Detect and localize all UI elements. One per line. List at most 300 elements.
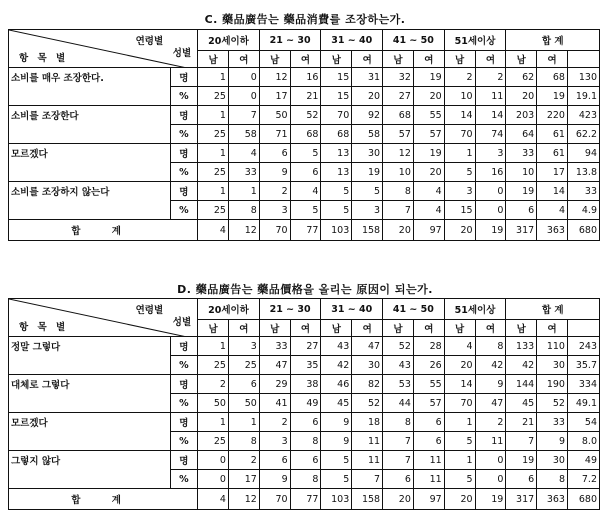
value-cell: 11 (352, 451, 383, 470)
total-value-cell: 158 (352, 220, 383, 241)
sex-header: 여 (475, 320, 506, 337)
value-cell: 1 (444, 413, 475, 432)
total-value-cell: 70 (259, 220, 290, 241)
table-row (9, 337, 600, 356)
value-cell: 5 (444, 163, 475, 182)
value-cell: 49.1 (567, 394, 599, 413)
value-cell: 45 (506, 394, 537, 413)
row-label-cont (9, 394, 171, 413)
value-cell: 1 (228, 413, 259, 432)
table-c-title: C. 藥品廣告는 藥品消費를 조장하는가. (204, 13, 406, 26)
row-label: 모르겠다 (9, 144, 171, 163)
value-cell: 57 (413, 394, 444, 413)
value-cell: 7 (352, 470, 383, 489)
sex-header: 남 (506, 51, 537, 68)
table-row (9, 144, 600, 163)
value-cell: 1 (228, 182, 259, 201)
value-cell: 41 (259, 394, 290, 413)
sex-header: 여 (475, 51, 506, 68)
total-value-cell: 363 (537, 220, 568, 241)
age-group-header: 21 ~ 30 (259, 299, 321, 320)
value-cell: 4 (228, 144, 259, 163)
value-cell: 11 (475, 432, 506, 451)
total-value-cell: 70 (259, 489, 290, 510)
unit-cell: % (170, 432, 198, 451)
value-cell: 3 (475, 144, 506, 163)
total-label: 합 계 (9, 489, 198, 510)
value-cell: 27 (290, 337, 321, 356)
age-group-header: 합 계 (506, 299, 600, 320)
value-cell: 0 (198, 470, 229, 489)
value-cell: 2 (475, 68, 506, 87)
value-cell: 144 (506, 375, 537, 394)
row-label: 정말 그렇다 (9, 337, 171, 356)
value-cell: 52 (537, 394, 568, 413)
unit-cell: % (170, 470, 198, 489)
value-cell: 13 (321, 144, 352, 163)
value-cell: 2 (259, 413, 290, 432)
sex-header: 여 (413, 51, 444, 68)
value-cell: 14 (444, 106, 475, 125)
value-cell: 3 (444, 182, 475, 201)
value-cell: 5 (290, 144, 321, 163)
value-cell: 2 (259, 182, 290, 201)
value-cell: 25 (198, 125, 229, 144)
value-cell: 18 (352, 413, 383, 432)
value-cell: 203 (506, 106, 537, 125)
value-cell: 19 (413, 68, 444, 87)
value-cell: 19.1 (567, 87, 599, 106)
table-d-title: D. 藥品廣告는 藥品價格을 올리는 原因이 되는가. (177, 283, 433, 296)
sex-header: 여 (537, 320, 568, 337)
value-cell: 9 (537, 432, 568, 451)
table-d (8, 298, 600, 510)
value-cell: 130 (567, 68, 599, 87)
value-cell: 10 (506, 163, 537, 182)
value-cell: 61 (537, 125, 568, 144)
value-cell: 8 (228, 201, 259, 220)
value-cell: 2 (444, 68, 475, 87)
value-cell: 42 (506, 356, 537, 375)
total-value-cell: 20 (444, 220, 475, 241)
value-cell: 243 (567, 337, 599, 356)
value-cell: 28 (413, 337, 444, 356)
corner-sex-label: 성별 (172, 48, 192, 59)
total-value-cell: 77 (290, 220, 321, 241)
value-cell: 50 (259, 106, 290, 125)
value-cell: 47 (475, 394, 506, 413)
value-cell: 6 (290, 451, 321, 470)
corner-age-label: 연령별 (135, 36, 164, 47)
value-cell: 4 (537, 201, 568, 220)
value-cell: 33 (228, 163, 259, 182)
table-row (9, 201, 600, 220)
value-cell: 25 (228, 356, 259, 375)
value-cell: 19 (413, 144, 444, 163)
value-cell: 30 (352, 356, 383, 375)
table-row (9, 163, 600, 182)
value-cell: 15 (321, 68, 352, 87)
value-cell: 1 (198, 413, 229, 432)
value-cell: 3 (259, 201, 290, 220)
value-cell: 25 (198, 356, 229, 375)
value-cell: 27 (383, 87, 414, 106)
value-cell: 26 (413, 356, 444, 375)
sex-header: 남 (383, 51, 414, 68)
value-cell: 7.2 (567, 470, 599, 489)
header-row-age (9, 299, 600, 320)
unit-cell: 명 (170, 413, 198, 432)
unit-cell: 명 (170, 375, 198, 394)
value-cell: 10 (444, 87, 475, 106)
value-cell: 6 (506, 470, 537, 489)
corner-header (9, 30, 198, 68)
value-cell: 58 (228, 125, 259, 144)
sex-header: 남 (259, 320, 290, 337)
value-cell: 8 (383, 413, 414, 432)
value-cell: 220 (537, 106, 568, 125)
value-cell: 11 (352, 432, 383, 451)
value-cell: 423 (567, 106, 599, 125)
value-cell: 1 (198, 106, 229, 125)
value-cell: 8 (537, 470, 568, 489)
row-label-cont (9, 163, 171, 182)
age-group-header: 31 ~ 40 (321, 30, 383, 51)
value-cell: 6 (228, 375, 259, 394)
total-value-cell: 12 (228, 220, 259, 241)
value-cell: 25 (198, 163, 229, 182)
value-cell: 8 (290, 432, 321, 451)
value-cell: 4 (413, 182, 444, 201)
total-value-cell: 317 (506, 220, 537, 241)
value-cell: 68 (537, 68, 568, 87)
value-cell: 7 (383, 201, 414, 220)
unit-cell: 명 (170, 337, 198, 356)
unit-cell: % (170, 87, 198, 106)
value-cell: 31 (352, 68, 383, 87)
value-cell: 9 (475, 375, 506, 394)
sex-header: 여 (290, 51, 321, 68)
value-cell: 92 (352, 106, 383, 125)
table-row (9, 451, 600, 470)
corner-item-label: 항 목 별 (19, 53, 69, 64)
value-cell: 3 (352, 201, 383, 220)
value-cell: 42 (321, 356, 352, 375)
value-cell: 5 (321, 182, 352, 201)
value-cell: 7 (506, 432, 537, 451)
value-cell: 17 (537, 163, 568, 182)
total-label: 합 계 (9, 220, 198, 241)
value-cell: 64 (506, 125, 537, 144)
value-cell: 0 (475, 470, 506, 489)
age-group-header: 51세이상 (444, 30, 506, 51)
table-c (8, 29, 600, 241)
total-row (9, 220, 600, 241)
table-row (9, 394, 600, 413)
row-label-cont (9, 470, 171, 489)
total-value-cell: 4 (198, 220, 229, 241)
value-cell: 49 (290, 394, 321, 413)
corner-header (9, 299, 198, 337)
sex-header: 여 (352, 320, 383, 337)
value-cell: 50 (228, 394, 259, 413)
value-cell: 0 (475, 451, 506, 470)
sex-header: 남 (383, 320, 414, 337)
value-cell: 44 (383, 394, 414, 413)
row-label: 대체로 그렇다 (9, 375, 171, 394)
empty-header-cell (567, 320, 599, 337)
value-cell: 19 (506, 451, 537, 470)
row-label: 그렇지 않다 (9, 451, 171, 470)
value-cell: 45 (321, 394, 352, 413)
corner-age-label: 연령별 (135, 305, 164, 316)
value-cell: 33 (506, 144, 537, 163)
value-cell: 17 (228, 470, 259, 489)
value-cell: 15 (321, 87, 352, 106)
sex-header: 남 (321, 51, 352, 68)
total-value-cell: 19 (475, 489, 506, 510)
value-cell: 110 (537, 337, 568, 356)
sex-header: 여 (537, 51, 568, 68)
value-cell: 6 (506, 201, 537, 220)
value-cell: 82 (352, 375, 383, 394)
value-cell: 3 (259, 432, 290, 451)
total-value-cell: 97 (413, 489, 444, 510)
total-value-cell: 363 (537, 489, 568, 510)
value-cell: 5 (321, 470, 352, 489)
value-cell: 8 (228, 432, 259, 451)
value-cell: 25 (198, 201, 229, 220)
value-cell: 52 (290, 106, 321, 125)
value-cell: 33 (537, 413, 568, 432)
total-value-cell: 103 (321, 220, 352, 241)
value-cell: 58 (352, 125, 383, 144)
value-cell: 21 (506, 413, 537, 432)
sex-header: 남 (198, 51, 229, 68)
table-row (9, 413, 600, 432)
value-cell: 14 (537, 182, 568, 201)
value-cell: 0 (228, 87, 259, 106)
value-cell: 6 (290, 413, 321, 432)
value-cell: 32 (383, 68, 414, 87)
value-cell: 19 (506, 182, 537, 201)
value-cell: 47 (352, 337, 383, 356)
table-row (9, 470, 600, 489)
value-cell: 25 (198, 432, 229, 451)
value-cell: 8 (475, 337, 506, 356)
corner-sex-label: 성별 (172, 317, 192, 328)
value-cell: 49 (567, 451, 599, 470)
unit-cell: 명 (170, 182, 198, 201)
value-cell: 334 (567, 375, 599, 394)
value-cell: 11 (413, 470, 444, 489)
value-cell: 5 (444, 432, 475, 451)
value-cell: 5 (321, 451, 352, 470)
value-cell: 20 (444, 356, 475, 375)
unit-cell: % (170, 163, 198, 182)
value-cell: 68 (321, 125, 352, 144)
value-cell: 62 (506, 68, 537, 87)
unit-cell: 명 (170, 451, 198, 470)
value-cell: 190 (537, 375, 568, 394)
value-cell: 14 (444, 375, 475, 394)
value-cell: 70 (444, 394, 475, 413)
value-cell: 133 (506, 337, 537, 356)
row-label: 모르겠다 (9, 413, 171, 432)
value-cell: 16 (475, 163, 506, 182)
table-row (9, 432, 600, 451)
value-cell: 17 (259, 87, 290, 106)
value-cell: 12 (259, 68, 290, 87)
value-cell: 13 (321, 163, 352, 182)
value-cell: 74 (475, 125, 506, 144)
sex-header: 여 (352, 51, 383, 68)
total-row (9, 489, 600, 510)
value-cell: 19 (352, 163, 383, 182)
value-cell: 1 (198, 337, 229, 356)
value-cell: 1 (198, 144, 229, 163)
corner-item-label: 항 목 별 (19, 322, 69, 333)
value-cell: 3 (228, 337, 259, 356)
value-cell: 0 (228, 68, 259, 87)
value-cell: 5 (444, 470, 475, 489)
total-value-cell: 103 (321, 489, 352, 510)
value-cell: 7 (383, 451, 414, 470)
row-label: 소비를 조장하지 않는다 (9, 182, 171, 201)
value-cell: 0 (198, 451, 229, 470)
value-cell: 9 (321, 413, 352, 432)
unit-cell: % (170, 356, 198, 375)
value-cell: 55 (413, 375, 444, 394)
value-cell: 1 (198, 182, 229, 201)
row-label-cont (9, 201, 171, 220)
unit-cell: % (170, 394, 198, 413)
total-value-cell: 77 (290, 489, 321, 510)
value-cell: 30 (537, 451, 568, 470)
value-cell: 43 (383, 356, 414, 375)
total-value-cell: 680 (567, 489, 599, 510)
value-cell: 11 (475, 87, 506, 106)
value-cell: 53 (383, 375, 414, 394)
value-cell: 6 (259, 144, 290, 163)
total-value-cell: 20 (383, 489, 414, 510)
value-cell: 15 (444, 201, 475, 220)
unit-cell: % (170, 201, 198, 220)
total-value-cell: 20 (444, 489, 475, 510)
total-value-cell: 12 (228, 489, 259, 510)
value-cell: 6 (290, 163, 321, 182)
value-cell: 50 (198, 394, 229, 413)
value-cell: 5 (290, 201, 321, 220)
sex-header: 남 (198, 320, 229, 337)
value-cell: 47 (259, 356, 290, 375)
value-cell: 71 (259, 125, 290, 144)
value-cell: 10 (383, 163, 414, 182)
value-cell: 5 (352, 182, 383, 201)
value-cell: 9 (259, 470, 290, 489)
value-cell: 11 (413, 451, 444, 470)
table-row (9, 68, 600, 87)
value-cell: 2 (475, 413, 506, 432)
value-cell: 0 (475, 201, 506, 220)
table-row (9, 106, 600, 125)
value-cell: 16 (290, 68, 321, 87)
value-cell: 2 (198, 375, 229, 394)
value-cell: 20 (506, 87, 537, 106)
value-cell: 57 (413, 125, 444, 144)
value-cell: 8 (383, 182, 414, 201)
sex-header: 여 (290, 320, 321, 337)
value-cell: 55 (413, 106, 444, 125)
value-cell: 20 (413, 87, 444, 106)
sex-header: 남 (444, 51, 475, 68)
total-value-cell: 4 (198, 489, 229, 510)
value-cell: 6 (413, 413, 444, 432)
age-group-header: 20세이하 (198, 30, 260, 51)
value-cell: 7 (383, 432, 414, 451)
value-cell: 52 (352, 394, 383, 413)
age-group-header: 51세이상 (444, 299, 506, 320)
age-group-header: 21 ~ 30 (259, 30, 321, 51)
value-cell: 33 (259, 337, 290, 356)
value-cell: 42 (475, 356, 506, 375)
value-cell: 13.8 (567, 163, 599, 182)
value-cell: 43 (321, 337, 352, 356)
value-cell: 4 (444, 337, 475, 356)
value-cell: 4 (290, 182, 321, 201)
table-row (9, 356, 600, 375)
row-label: 소비를 매우 조장한다. (9, 68, 171, 87)
value-cell: 94 (567, 144, 599, 163)
value-cell: 35.7 (567, 356, 599, 375)
value-cell: 14 (475, 106, 506, 125)
value-cell: 0 (475, 182, 506, 201)
value-cell: 68 (290, 125, 321, 144)
value-cell: 35 (290, 356, 321, 375)
value-cell: 57 (383, 125, 414, 144)
total-value-cell: 97 (413, 220, 444, 241)
total-value-cell: 20 (383, 220, 414, 241)
value-cell: 7 (228, 106, 259, 125)
empty-header-cell (567, 51, 599, 68)
age-group-header: 41 ~ 50 (383, 299, 445, 320)
age-group-header: 41 ~ 50 (383, 30, 445, 51)
value-cell: 1 (444, 451, 475, 470)
unit-cell: 명 (170, 144, 198, 163)
value-cell: 2 (228, 451, 259, 470)
value-cell: 6 (413, 432, 444, 451)
value-cell: 70 (444, 125, 475, 144)
value-cell: 62.2 (567, 125, 599, 144)
value-cell: 54 (567, 413, 599, 432)
sex-header: 여 (228, 320, 259, 337)
sex-header: 여 (413, 320, 444, 337)
row-label-cont (9, 87, 171, 106)
value-cell: 30 (537, 356, 568, 375)
sex-header: 남 (444, 320, 475, 337)
table-row (9, 125, 600, 144)
value-cell: 5 (321, 201, 352, 220)
sex-header: 남 (506, 320, 537, 337)
value-cell: 4.9 (567, 201, 599, 220)
unit-cell: 명 (170, 106, 198, 125)
sex-header: 남 (259, 51, 290, 68)
sex-header: 여 (228, 51, 259, 68)
header-row-age (9, 30, 600, 51)
age-group-header: 합 계 (506, 30, 600, 51)
total-value-cell: 680 (567, 220, 599, 241)
value-cell: 38 (290, 375, 321, 394)
